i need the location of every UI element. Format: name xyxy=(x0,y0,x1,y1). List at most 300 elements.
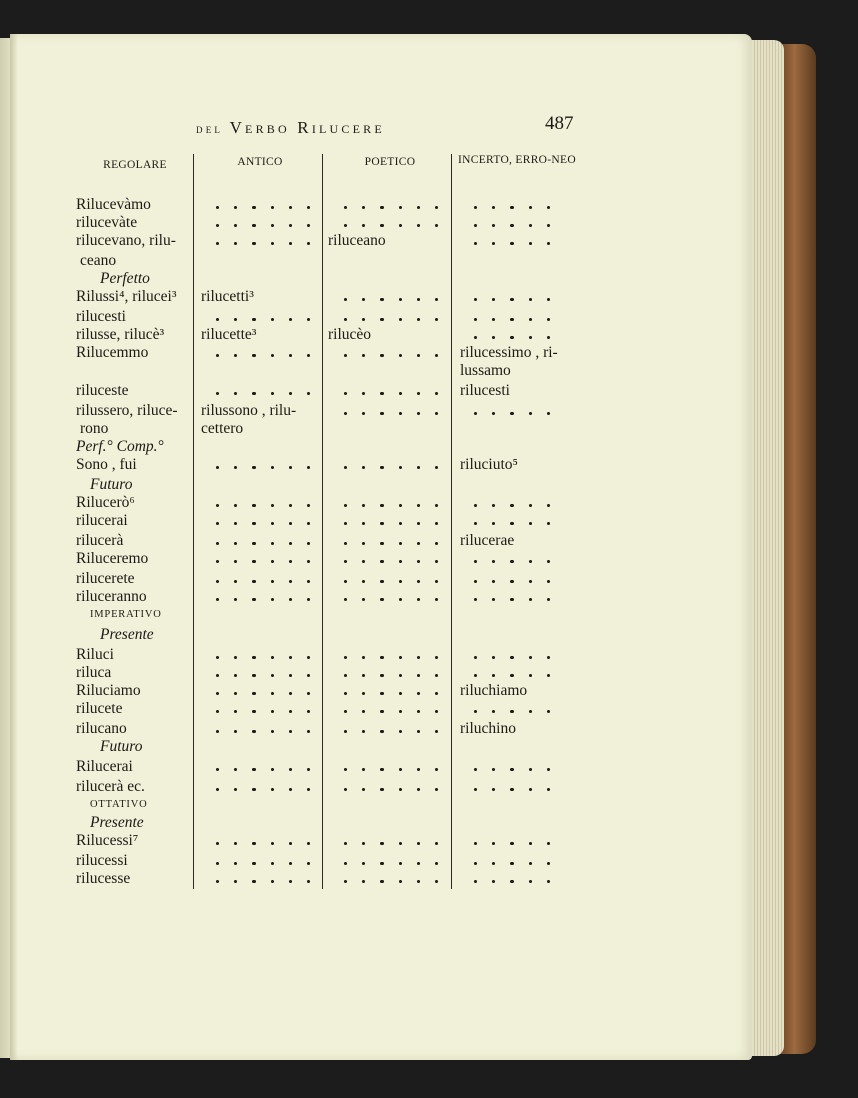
leader-dot xyxy=(529,560,532,563)
leader-dot xyxy=(362,580,365,583)
leader-dot xyxy=(234,730,237,733)
regolare-cell: riluceste xyxy=(76,382,129,399)
leader-dot xyxy=(289,242,292,245)
leader-dot xyxy=(474,580,477,583)
leader-dot xyxy=(492,242,495,245)
leader-dot xyxy=(547,522,550,525)
regolare-cell: rilucessi xyxy=(76,852,128,869)
leader-dot xyxy=(234,788,237,791)
leader-dot xyxy=(307,580,310,583)
leader-dot xyxy=(529,298,532,301)
leader-dot xyxy=(271,880,274,883)
leader-dot xyxy=(380,674,383,677)
leader-dot xyxy=(380,880,383,883)
leader-dot xyxy=(289,580,292,583)
regolare-cell: Rilucerò⁶ xyxy=(76,494,135,511)
leader-dot xyxy=(417,580,420,583)
dot-leader xyxy=(216,872,325,890)
leader-dot xyxy=(344,392,347,395)
dot-leader xyxy=(344,780,453,798)
dot-leader xyxy=(216,722,325,740)
leader-dot xyxy=(252,522,255,525)
leader-dot xyxy=(344,880,347,883)
leader-dot xyxy=(380,768,383,771)
leader-dot xyxy=(271,318,274,321)
leader-dot xyxy=(492,298,495,301)
leader-dot xyxy=(344,710,347,713)
dot-leader xyxy=(216,384,325,402)
regolare-cell: Riluciamo xyxy=(76,682,141,699)
leader-dot xyxy=(510,768,513,771)
leader-dot xyxy=(435,224,438,227)
leader-dot xyxy=(399,392,402,395)
gutter-shadow xyxy=(10,34,18,1060)
leader-dot xyxy=(271,242,274,245)
leader-dot xyxy=(307,842,310,845)
dot-leader xyxy=(216,648,325,666)
regolare-cell: IMPERATIVO xyxy=(90,609,162,620)
leader-dot xyxy=(234,862,237,865)
leader-dot xyxy=(435,710,438,713)
leader-dot xyxy=(216,768,219,771)
book-cover xyxy=(780,44,816,1054)
leader-dot xyxy=(380,692,383,695)
leader-dot xyxy=(399,674,402,677)
leader-dot xyxy=(529,842,532,845)
dot-leader xyxy=(344,346,453,364)
page-number: 487 xyxy=(545,113,574,134)
leader-dot xyxy=(234,466,237,469)
leader-dot xyxy=(307,242,310,245)
incerto-cell: riluchino xyxy=(460,720,516,737)
leader-dot xyxy=(435,656,438,659)
dot-leader xyxy=(344,648,453,666)
regolare-cell: rilusse, rilucè³ xyxy=(76,326,165,343)
leader-dot xyxy=(216,880,219,883)
leader-dot xyxy=(216,224,219,227)
leader-dot xyxy=(417,674,420,677)
dot-leader xyxy=(474,854,565,872)
leader-dot xyxy=(399,692,402,695)
leader-dot xyxy=(380,598,383,601)
leader-dot xyxy=(307,504,310,507)
leader-dot xyxy=(492,674,495,677)
leader-dot xyxy=(510,880,513,883)
leader-dot xyxy=(289,466,292,469)
leader-dot xyxy=(529,242,532,245)
leader-dot xyxy=(271,730,274,733)
dot-leader xyxy=(216,572,325,590)
dot-leader xyxy=(474,648,565,666)
dot-leader xyxy=(216,458,325,476)
leader-dot xyxy=(510,580,513,583)
leader-dot xyxy=(252,842,255,845)
leader-dot xyxy=(474,224,477,227)
leader-dot xyxy=(234,354,237,357)
incerto-cell: riluciuto⁵ xyxy=(460,456,518,473)
leader-dot xyxy=(547,842,550,845)
dot-leader xyxy=(474,590,565,608)
leader-dot xyxy=(529,674,532,677)
dot-leader xyxy=(216,702,325,720)
leader-dot xyxy=(399,880,402,883)
leader-dot xyxy=(307,354,310,357)
regolare-cell: rilucevàte xyxy=(76,214,138,231)
leader-dot xyxy=(529,656,532,659)
leader-dot xyxy=(289,560,292,563)
leader-dot xyxy=(492,336,495,339)
regolare-cell: Futuro xyxy=(100,738,143,755)
leader-dot xyxy=(252,674,255,677)
leader-dot xyxy=(216,656,219,659)
header-prefix: del xyxy=(196,121,224,136)
dot-leader xyxy=(216,234,325,252)
leader-dot xyxy=(547,674,550,677)
dot-leader xyxy=(344,572,453,590)
regolare-cell: OTTATIVO xyxy=(90,799,148,810)
leader-dot xyxy=(271,504,274,507)
leader-dot xyxy=(362,788,365,791)
regolare-cell: Rilucerai xyxy=(76,758,133,775)
leader-dot xyxy=(252,880,255,883)
leader-dot xyxy=(216,674,219,677)
leader-dot xyxy=(492,788,495,791)
dot-leader xyxy=(344,514,453,532)
leader-dot xyxy=(492,504,495,507)
regolare-cell: ceano xyxy=(80,252,117,269)
leader-dot xyxy=(547,768,550,771)
leader-dot xyxy=(234,224,237,227)
leader-dot xyxy=(399,412,402,415)
leader-dot xyxy=(289,656,292,659)
leader-dot xyxy=(474,656,477,659)
leader-dot xyxy=(492,710,495,713)
leader-dot xyxy=(307,318,310,321)
dot-leader xyxy=(474,780,565,798)
dot-leader xyxy=(344,590,453,608)
leader-dot xyxy=(307,466,310,469)
antico-cell: rilucetti³ xyxy=(201,288,254,305)
regolare-cell: Sono , fui xyxy=(76,456,137,473)
leader-dot xyxy=(547,206,550,209)
leader-dot xyxy=(510,318,513,321)
leader-dot xyxy=(362,522,365,525)
dot-leader xyxy=(216,216,325,234)
dot-leader xyxy=(216,514,325,532)
leader-dot xyxy=(417,656,420,659)
leader-dot xyxy=(529,224,532,227)
leader-dot xyxy=(399,522,402,525)
leader-dot xyxy=(435,842,438,845)
leader-dot xyxy=(307,392,310,395)
dot-leader xyxy=(474,552,565,570)
antico-cell: rilucette³ xyxy=(201,326,257,343)
leader-dot xyxy=(474,598,477,601)
leader-dot xyxy=(529,522,532,525)
leader-dot xyxy=(417,318,420,321)
leader-dot xyxy=(289,842,292,845)
leader-dot xyxy=(417,598,420,601)
leader-dot xyxy=(529,412,532,415)
leader-dot xyxy=(252,580,255,583)
regolare-cell: Perfetto xyxy=(100,270,150,287)
leader-dot xyxy=(510,504,513,507)
leader-dot xyxy=(492,862,495,865)
column-rule-1 xyxy=(193,154,194,889)
leader-dot xyxy=(474,674,477,677)
leader-dot xyxy=(435,768,438,771)
leader-dot xyxy=(474,842,477,845)
leader-dot xyxy=(417,542,420,545)
leader-dot xyxy=(529,504,532,507)
leader-dot xyxy=(344,580,347,583)
leader-dot xyxy=(216,862,219,865)
leader-dot xyxy=(529,598,532,601)
leader-dot xyxy=(399,354,402,357)
dot-leader xyxy=(216,780,325,798)
dot-leader xyxy=(344,666,453,684)
leader-dot xyxy=(344,412,347,415)
leader-dot xyxy=(289,224,292,227)
leader-dot xyxy=(547,560,550,563)
leader-dot xyxy=(344,560,347,563)
leader-dot xyxy=(417,466,420,469)
leader-dot xyxy=(234,560,237,563)
incerto-cell: lussamo xyxy=(460,362,511,379)
dot-leader xyxy=(474,572,565,590)
leader-dot xyxy=(492,522,495,525)
leader-dot xyxy=(252,862,255,865)
leader-dot xyxy=(380,224,383,227)
dot-leader xyxy=(216,666,325,684)
dot-leader xyxy=(344,458,453,476)
leader-dot xyxy=(307,880,310,883)
leader-dot xyxy=(474,336,477,339)
dot-leader xyxy=(216,590,325,608)
leader-dot xyxy=(344,504,347,507)
leader-dot xyxy=(417,842,420,845)
dot-leader xyxy=(474,872,565,890)
leader-dot xyxy=(307,788,310,791)
leader-dot xyxy=(234,504,237,507)
leader-dot xyxy=(399,318,402,321)
regolare-cell: rilucesse xyxy=(76,870,131,887)
incerto-cell: rilucerae xyxy=(460,532,515,549)
leader-dot xyxy=(510,598,513,601)
leader-dot xyxy=(380,354,383,357)
leader-dot xyxy=(399,710,402,713)
leader-dot xyxy=(380,580,383,583)
leader-dot xyxy=(362,504,365,507)
leader-dot xyxy=(399,598,402,601)
dot-leader xyxy=(344,404,453,422)
antico-cell: rilussono , rilu- xyxy=(201,402,297,419)
leader-dot xyxy=(307,542,310,545)
leader-dot xyxy=(289,522,292,525)
leader-dot xyxy=(492,318,495,321)
dot-leader xyxy=(216,834,325,852)
leader-dot xyxy=(492,224,495,227)
leader-dot xyxy=(252,730,255,733)
column-header-incerto: INCERTO, ERRO-NEO xyxy=(458,154,576,166)
incerto-cell: rilucessimo , ri- xyxy=(460,344,558,361)
dot-leader xyxy=(474,290,565,308)
leader-dot xyxy=(362,598,365,601)
leader-dot xyxy=(234,768,237,771)
dot-leader xyxy=(344,872,453,890)
leader-dot xyxy=(362,674,365,677)
leader-dot xyxy=(271,466,274,469)
leader-dot xyxy=(271,580,274,583)
leader-dot xyxy=(417,788,420,791)
leader-dot xyxy=(380,710,383,713)
leader-dot xyxy=(435,504,438,507)
leader-dot xyxy=(492,842,495,845)
leader-dot xyxy=(529,336,532,339)
leader-dot xyxy=(307,656,310,659)
leader-dot xyxy=(307,224,310,227)
leader-dot xyxy=(510,656,513,659)
leader-dot xyxy=(234,598,237,601)
leader-dot xyxy=(435,560,438,563)
leader-dot xyxy=(547,412,550,415)
leader-dot xyxy=(271,206,274,209)
leader-dot xyxy=(474,318,477,321)
regolare-cell: rilussero, riluce- xyxy=(76,402,178,419)
leader-dot xyxy=(216,788,219,791)
leader-dot xyxy=(344,466,347,469)
leader-dot xyxy=(547,862,550,865)
leader-dot xyxy=(362,206,365,209)
leader-dot xyxy=(344,692,347,695)
leader-dot xyxy=(234,522,237,525)
leader-dot xyxy=(417,412,420,415)
leader-dot xyxy=(362,560,365,563)
leader-dot xyxy=(547,242,550,245)
leader-dot xyxy=(529,880,532,883)
leader-dot xyxy=(474,298,477,301)
leader-dot xyxy=(399,504,402,507)
leader-dot xyxy=(216,560,219,563)
leader-dot xyxy=(474,880,477,883)
leader-dot xyxy=(380,730,383,733)
leader-dot xyxy=(216,206,219,209)
incerto-cell: rilucesti xyxy=(460,382,510,399)
leader-dot xyxy=(510,336,513,339)
leader-dot xyxy=(474,412,477,415)
leader-dot xyxy=(307,674,310,677)
leader-dot xyxy=(252,710,255,713)
leader-dot xyxy=(435,392,438,395)
leader-dot xyxy=(271,842,274,845)
leader-dot xyxy=(417,692,420,695)
dot-leader xyxy=(344,684,453,702)
leader-dot xyxy=(435,522,438,525)
leader-dot xyxy=(271,542,274,545)
regolare-cell: Presente xyxy=(100,626,154,643)
leader-dot xyxy=(271,560,274,563)
leader-dot xyxy=(216,242,219,245)
leader-dot xyxy=(252,692,255,695)
leader-dot xyxy=(271,862,274,865)
leader-dot xyxy=(362,862,365,865)
leader-dot xyxy=(362,768,365,771)
leader-dot xyxy=(271,788,274,791)
leader-dot xyxy=(510,710,513,713)
leader-dot xyxy=(289,674,292,677)
leader-dot xyxy=(344,862,347,865)
leader-dot xyxy=(435,412,438,415)
leader-dot xyxy=(380,206,383,209)
poetico-cell: riluceano xyxy=(328,232,386,249)
leader-dot xyxy=(289,730,292,733)
leader-dot xyxy=(510,298,513,301)
leader-dot xyxy=(547,710,550,713)
leader-dot xyxy=(417,224,420,227)
leader-dot xyxy=(547,336,550,339)
regolare-cell: rilucerà ec. xyxy=(76,778,145,795)
leader-dot xyxy=(307,862,310,865)
regolare-cell: rilucano xyxy=(76,720,127,737)
leader-dot xyxy=(492,768,495,771)
leader-dot xyxy=(474,710,477,713)
dot-leader xyxy=(474,496,565,514)
leader-dot xyxy=(344,354,347,357)
leader-dot xyxy=(492,560,495,563)
leader-dot xyxy=(474,206,477,209)
regolare-cell: rilucerai xyxy=(76,512,128,529)
leader-dot xyxy=(510,522,513,525)
leader-dot xyxy=(510,206,513,209)
column-header-regolare: REGOLARE xyxy=(103,159,167,171)
leader-dot xyxy=(252,788,255,791)
leader-dot xyxy=(380,542,383,545)
leader-dot xyxy=(271,354,274,357)
leader-dot xyxy=(399,862,402,865)
leader-dot xyxy=(362,692,365,695)
leader-dot xyxy=(289,504,292,507)
leader-dot xyxy=(362,466,365,469)
leader-dot xyxy=(529,206,532,209)
leader-dot xyxy=(435,788,438,791)
leader-dot xyxy=(271,674,274,677)
leader-dot xyxy=(216,598,219,601)
leader-dot xyxy=(399,842,402,845)
leader-dot xyxy=(474,242,477,245)
leader-dot xyxy=(344,674,347,677)
leader-dot xyxy=(435,730,438,733)
leader-dot xyxy=(474,862,477,865)
leader-dot xyxy=(529,862,532,865)
leader-dot xyxy=(435,542,438,545)
dot-leader xyxy=(216,346,325,364)
leader-dot xyxy=(417,768,420,771)
dot-leader xyxy=(344,552,453,570)
leader-dot xyxy=(271,224,274,227)
leader-dot xyxy=(362,730,365,733)
leader-dot xyxy=(417,504,420,507)
leader-dot xyxy=(252,598,255,601)
dot-leader xyxy=(344,854,453,872)
dot-leader xyxy=(474,198,565,216)
leader-dot xyxy=(417,730,420,733)
leader-dot xyxy=(417,880,420,883)
leader-dot xyxy=(380,842,383,845)
leader-dot xyxy=(289,392,292,395)
leader-dot xyxy=(252,560,255,563)
leader-dot xyxy=(271,392,274,395)
leader-dot xyxy=(252,224,255,227)
